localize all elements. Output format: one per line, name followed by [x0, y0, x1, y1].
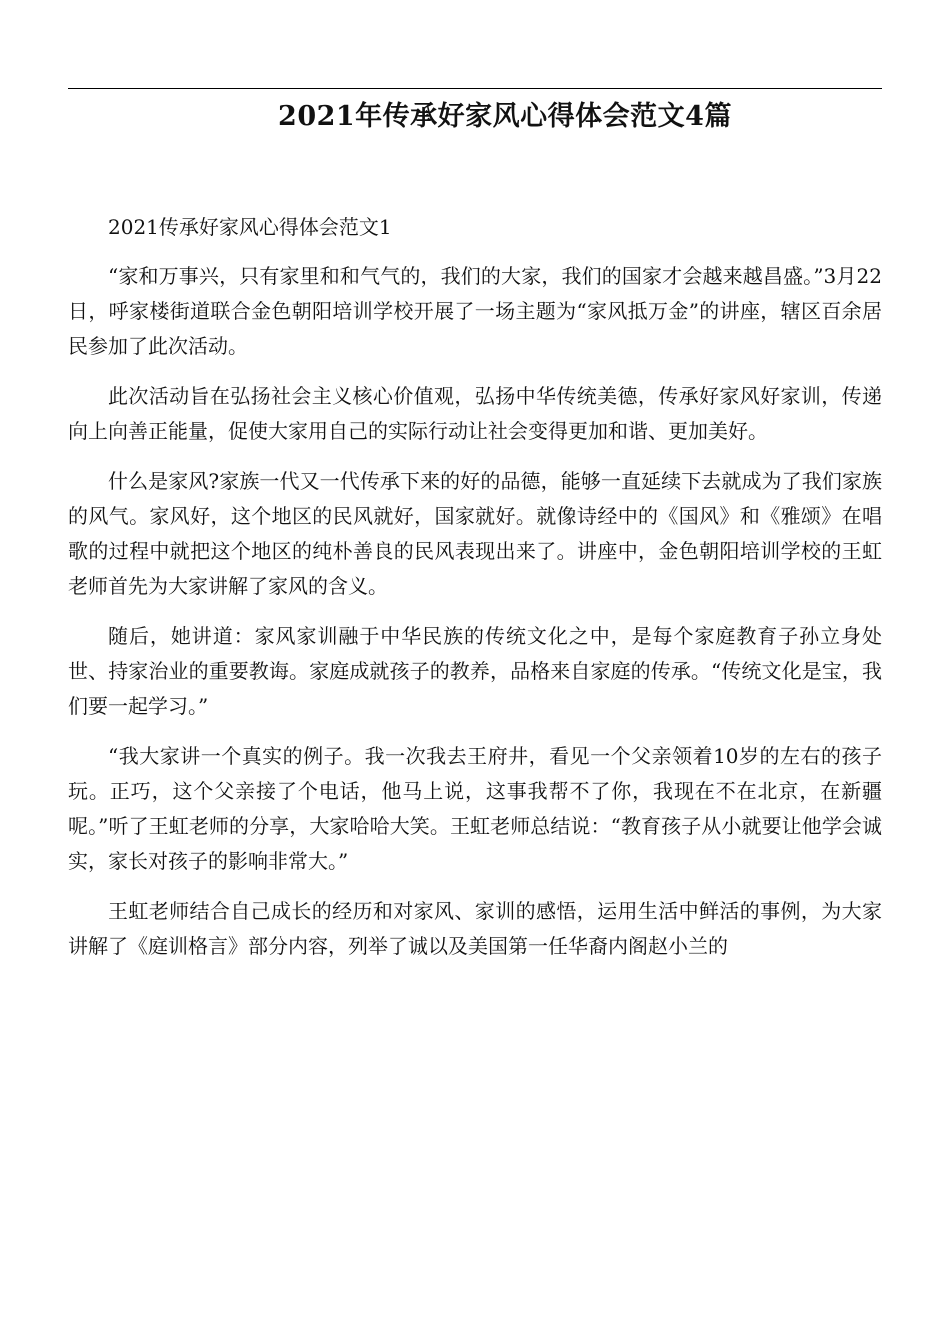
- section-heading: 2021传承好家风心得体会范文1: [108, 215, 392, 239]
- body-paragraph: 什么是家风?家族一代又一代传承下来的好的品德，能够一直延续下去就成为了我们家族的风气。家风好，这个地区的民风就好，国家就好。就像诗经中的《国风》和《雅颂》在唱歌的过程中就把这个地区的纯朴善良的民风表现出来了。讲座中，金色朝阳培训学校的王虹老师首先为大家讲解了家风的含义。: [68, 469, 882, 598]
- body-paragraph: “家和万事兴，只有家里和和气气的，我们的大家，我们的国家才会越来越昌盛。”3月22日，呼家楼街道联合金色朝阳培训学校开展了一场主题为“家风抵万金”的讲座，辖区百余居民参加了此次活动。: [68, 264, 882, 358]
- body-paragraph: 随后，她讲道：家风家训融于中华民族的传统文化之中，是每个家庭教育子孙立身处世、持家治业的重要教诲。家庭成就孩子的教养，品格来自家庭的传承。“传统文化是宝，我们要一起学习。”: [68, 624, 882, 718]
- body-paragraph: 王虹老师结合自己成长的经历和对家风、家训的感悟，运用生活中鲜活的事例，为大家讲解了《庭训格言》部分内容，列举了诚以及美国第一任华裔内阁赵小兰的: [68, 899, 882, 958]
- document-title: 2021年传承好家风心得体会范文4篇: [278, 101, 732, 132]
- document-body: [68, 210, 882, 979]
- header-rule: [68, 88, 882, 89]
- body-paragraph: “我大家讲一个真实的例子。我一次我去王府井，看见一个父亲领着10岁的左右的孩子玩。正巧，这个父亲接了个电话，他马上说，这事我帮不了你，我现在不在北京，在新疆呢。”听了王虹老师的分享，大家哈哈大笑。王虹老师总结说：“教育孩子从小就要让他学会诚实，家长对孩子的影响非常大。”: [68, 744, 882, 873]
- body-paragraph: 此次活动旨在弘扬社会主义核心价值观，弘扬中华传统美德，传承好家风好家训，传递向上向善正能量，促使大家用自己的实际行动让社会变得更加和谐、更加美好。: [68, 384, 882, 443]
